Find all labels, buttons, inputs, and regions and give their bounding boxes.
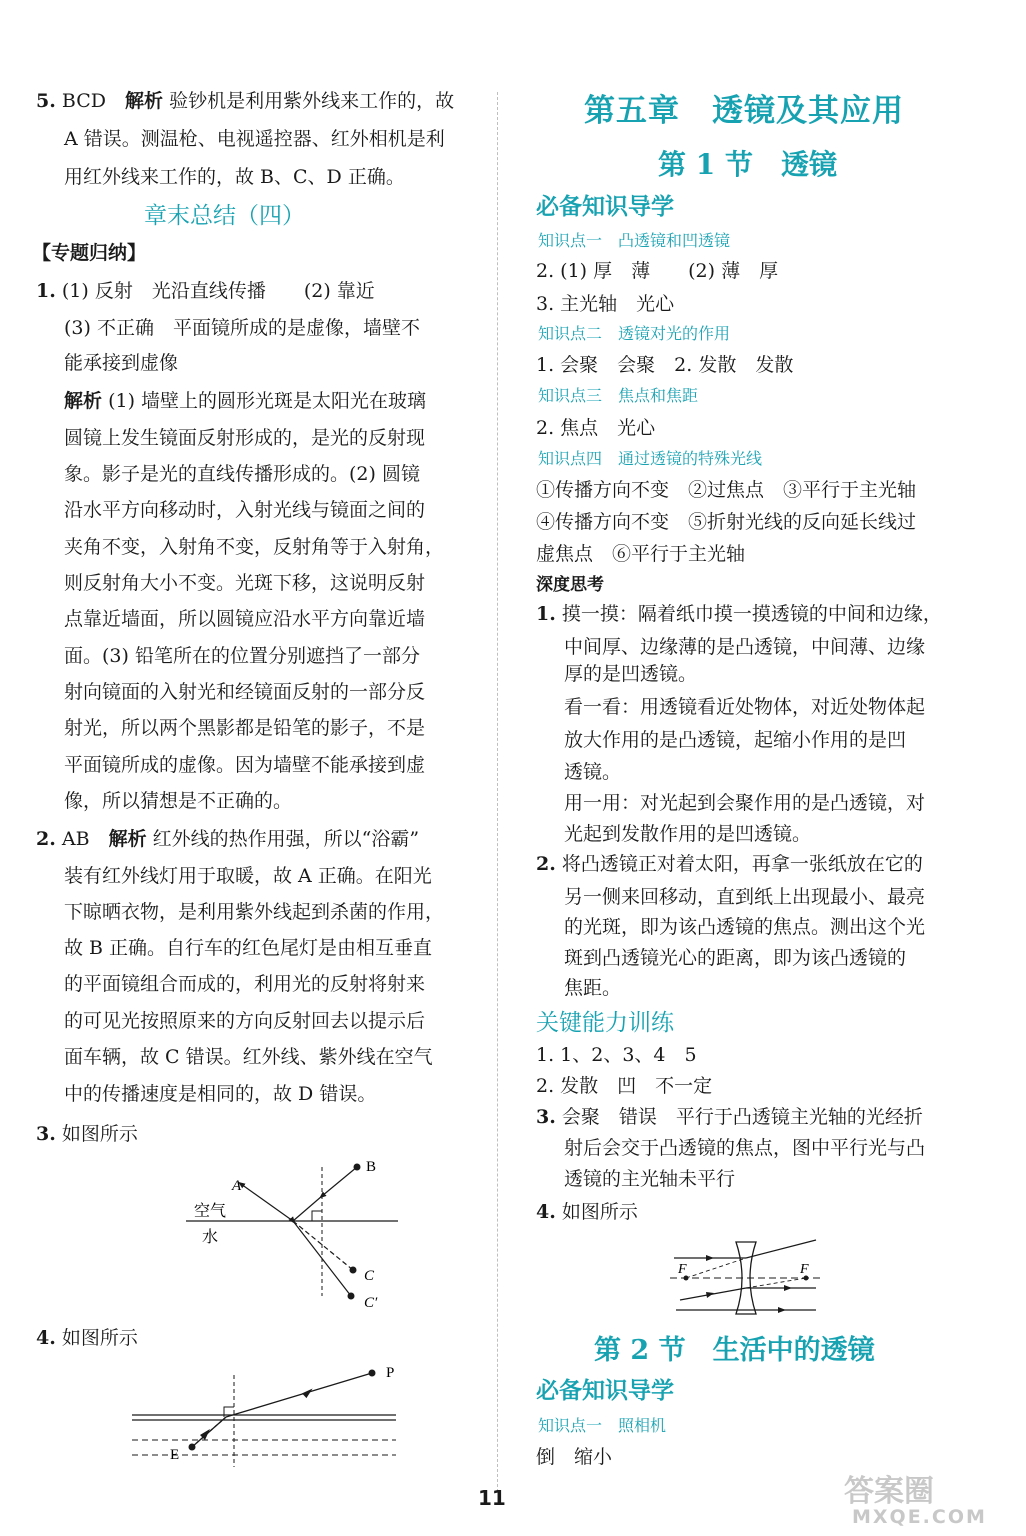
- label-b: B: [366, 1159, 377, 1175]
- q4-ray-p: [226, 1373, 372, 1417]
- section1-title: 第 1 节 透镜: [658, 148, 837, 181]
- q1-exp4: 沿水平方向移动时，入射光线与镜面之间的: [64, 499, 426, 521]
- ability-heading: 关键能力训练: [536, 1010, 674, 1036]
- kp4-line2: ④传播方向不变 ⑤折射光线的反向延长线过: [536, 511, 917, 533]
- q1-exp11: 平面镜所成的虚像。因为墙壁不能承接到虚: [64, 754, 426, 776]
- label-f-left: F: [678, 1262, 687, 1277]
- page-number: 11: [478, 1486, 506, 1510]
- d2-line1: 2. 将凸透镜正对着太阳，再拿一张纸放在它的: [536, 853, 923, 875]
- right-angle-mark: [312, 1211, 322, 1221]
- q5-line1: 5. BCD 解析 验钞机是利用紫外线来工作的，故: [36, 90, 455, 112]
- q1-exp12: 像，所以猜想是不正确的。: [64, 790, 293, 812]
- kp4-line1: ①传播方向不变 ②过焦点 ③平行于主光轴: [536, 479, 917, 501]
- q1-exp1: 解析 (1) 墙壁上的圆形光斑是太阳光在玻璃: [64, 390, 427, 412]
- point-b: [354, 1164, 361, 1171]
- label-a: A: [232, 1178, 242, 1194]
- label-c-prime: C′: [364, 1295, 378, 1311]
- d1-line1: 1. 摸一摸：隔着纸巾摸一摸透镜的中间和边缘，: [536, 603, 942, 625]
- kp1-heading: 知识点一 凸透镜和凹透镜: [538, 231, 731, 250]
- label-air: 空气: [194, 1203, 227, 1220]
- t3-line2: 射后会交于凸透镜的焦点，图中平行光与凸: [564, 1137, 926, 1159]
- label-c: C: [364, 1268, 375, 1284]
- watermark-logo: 答案圈: [844, 1474, 934, 1509]
- guide2-heading: 必备知识导学: [536, 1377, 674, 1404]
- kp5-heading: 知识点一 照相机: [538, 1416, 667, 1435]
- q1-exp8: 面。(3) 铅笔所在的位置分别遮挡了一部分: [64, 645, 420, 667]
- t4-label: 4. 如图所示: [536, 1201, 638, 1223]
- q1-exp5: 夹角不变，入射角不变，反射角等于入射角，: [64, 536, 445, 558]
- q3-label: 3. 如图所示: [36, 1123, 138, 1145]
- kp1-answer2: 2. (1) 厚 薄 (2) 薄 厚: [536, 260, 779, 282]
- label-e: E: [170, 1447, 180, 1463]
- q4-label: 4. 如图所示: [36, 1327, 138, 1349]
- q3-refraction-diagram: [146, 1150, 406, 1320]
- t3-line1: 3. 会聚 错误 平行于凸透镜主光轴的光经折: [536, 1106, 923, 1128]
- topic-label: 【专题归纳】: [32, 242, 147, 264]
- section2-title: 第 2 节 生活中的透镜: [594, 1335, 875, 1366]
- kp4-line3: 虚焦点 ⑥平行于主光轴: [536, 543, 746, 565]
- q2-line2: 装有红外线灯用于取暖，故 A 正确。在阳光: [64, 865, 432, 887]
- point-c: [350, 1267, 357, 1274]
- q2-line3: 下晾晒衣物，是利用紫外线起到杀菌的作用，: [64, 901, 445, 923]
- q1-exp6: 则反射角大小不变。光斑下移，这说明反射: [64, 572, 426, 594]
- ray-virtual-c: [293, 1221, 353, 1270]
- kp4-heading: 知识点四 通过透镜的特殊光线: [538, 449, 763, 468]
- d1-line3: 厚的是凹透镜。: [564, 663, 698, 685]
- label-water: 水: [202, 1229, 219, 1246]
- kp3-answer2: 2. 焦点 光心: [536, 417, 656, 439]
- t3-line3: 透镜的主光轴未平行: [564, 1168, 736, 1190]
- watermark-url: MXQE.COM: [852, 1506, 987, 1528]
- q1-line3: 能承接到虚像: [64, 352, 179, 374]
- point-p: [369, 1370, 376, 1377]
- d1-line6: 透镜。: [564, 761, 622, 783]
- q1-exp10: 射光，所以两个黑影都是铅笔的影子，不是: [64, 717, 426, 739]
- q2-line6: 的可见光按照原来的方向反射回去以提示后: [64, 1010, 426, 1032]
- q2-line8: 中的传播速度是相同的，故 D 错误。: [64, 1083, 377, 1105]
- q1-exp7: 点靠近墙面，所以圆镜应沿水平方向靠近墙: [64, 608, 426, 630]
- d1-line7: 用一用：对光起到会聚作用的是凸透镜，对: [564, 792, 926, 814]
- q4-diagram: [126, 1355, 416, 1475]
- t1-answer: 1. 1、2、3、4 5: [536, 1044, 697, 1066]
- point-c-prime: [348, 1293, 355, 1300]
- q5-line2: A 错误。测温枪、电视遥控器、红外相机是利: [64, 128, 445, 150]
- q2-line7: 面车辆，故 C 错误。红外线、紫外线在空气: [64, 1046, 433, 1068]
- d1-line5: 放大作用的是凸透镜，起缩小作用的是凹: [564, 729, 907, 751]
- kp1-answer3: 3. 主光轴 光心: [536, 293, 675, 315]
- column-divider: [497, 92, 498, 1492]
- chapter-summary-title: 章末总结（四）: [144, 203, 305, 229]
- ray-reflected-a: [241, 1184, 293, 1221]
- ray-b-incident: [293, 1196, 322, 1221]
- d2-line5: 焦距。: [564, 977, 622, 999]
- label-p: P: [386, 1365, 395, 1381]
- deep-thinking-heading: 深度思考: [536, 575, 604, 595]
- kp2-answer1: 1. 会聚 会聚 2. 发散 发散: [536, 354, 794, 376]
- point-e: [189, 1444, 196, 1451]
- guide-heading: 必备知识导学: [536, 193, 674, 220]
- t2-answer: 2. 发散 凹 不一定: [536, 1075, 713, 1097]
- d2-line4: 斑到凸透镜光心的距离，即为该凸透镜的: [564, 947, 907, 969]
- concave-lens-diagram: [666, 1238, 826, 1318]
- q5-line3: 用红外线来工作的，故 B、C、D 正确。: [64, 166, 405, 188]
- label-f-right: F: [800, 1262, 809, 1277]
- q1-exp9: 射向镜面的入射光和经镜面反射的一部分反: [64, 681, 426, 703]
- q2-line5: 的平面镜组合而成的，利用光的反射将射来: [64, 973, 426, 995]
- q1-exp2: 圆镜上发生镜面反射形成的，是光的反射现: [64, 427, 426, 449]
- d1-line2: 中间厚、边缘薄的是凸透镜，中间薄、边缘: [564, 636, 926, 658]
- kp5-answer: 倒 缩小: [536, 1446, 613, 1468]
- chapter-title: 第五章 透镜及其应用: [584, 93, 904, 129]
- q1-exp3: 象。影子是光的直线传播形成的。(2) 圆镜: [64, 463, 420, 485]
- q2-line4: 故 B 正确。自行车的红色尾灯是由相互垂直: [64, 937, 433, 959]
- q2-line1: 2. AB 解析 红外线的热作用强，所以“浴霸”: [36, 828, 420, 850]
- d1-line4: 看一看：用透镜看近处物体，对近处物体起: [564, 696, 926, 718]
- d1-line8: 光起到发散作用的是凹透镜。: [564, 823, 812, 845]
- kp3-heading: 知识点三 焦点和焦距: [538, 386, 699, 405]
- d2-line3: 的光斑，即为该凸透镜的焦点。测出这个光: [564, 916, 926, 938]
- q1-line2: (3) 不正确 平面镜所成的是虚像，墙壁不: [64, 317, 420, 339]
- q1-line1: 1. (1) 反射 光沿直线传播 (2) 靠近: [36, 280, 375, 302]
- d2-line2: 另一侧来回移动，直到纸上出现最小、最亮: [564, 886, 926, 908]
- kp2-heading: 知识点二 透镜对光的作用: [538, 324, 731, 343]
